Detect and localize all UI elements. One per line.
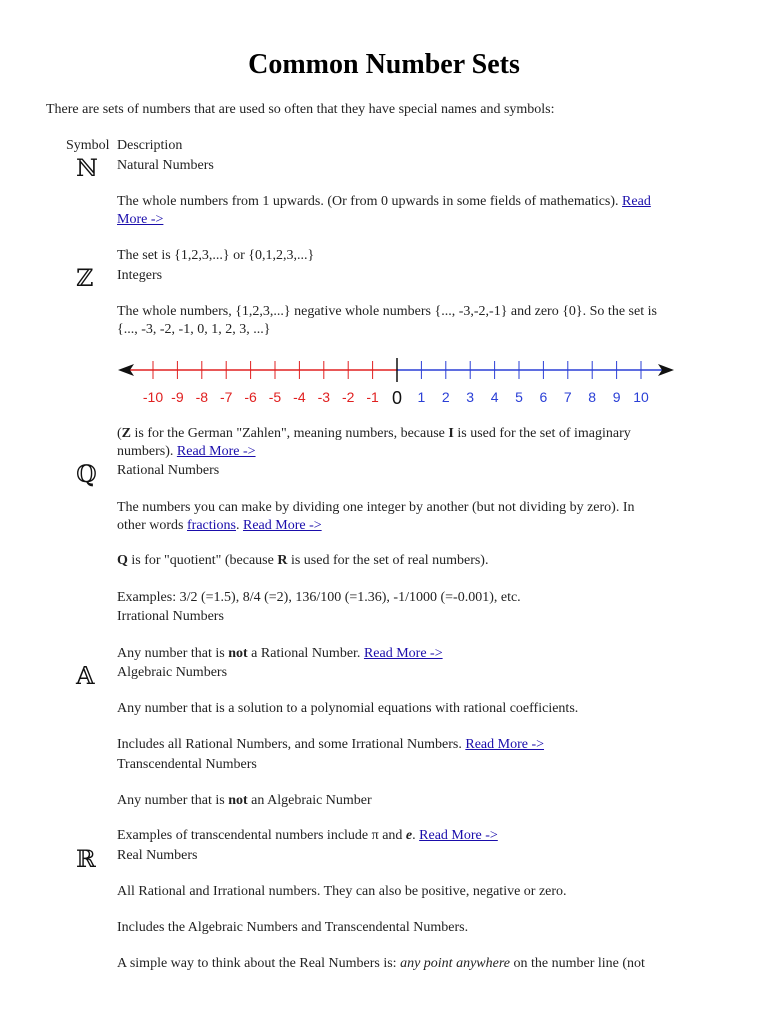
tick-label: -1 [366,389,379,405]
irrational-description: Any number that is not a Rational Number. Read More -> [117,646,443,661]
real-numbers-name: Real Numbers [117,848,198,863]
tick-label: -8 [195,389,209,405]
tick-label: 4 [490,389,499,405]
real-includes: Includes the Algebraic Numbers and Transcendental Numbers. [117,920,469,935]
tick-label: 6 [539,389,548,405]
integers-description-line-1: The whole numbers, {1,2,3,...} negative whole numbers {..., -3,-2,-1} and zero {0}. So the set is [117,304,657,319]
natural-read-more-link[interactable]: Read [622,194,651,209]
real-description: All Rational and Irrational numbers. They can also be positive, negative or zero. [117,884,567,899]
irrational-numbers-name: Irrational Numbers [117,609,224,624]
natural-read-more-link-continued[interactable]: More -> [117,212,164,227]
rational-description-line-1: The numbers you can make by dividing one integer by another (but not dividing by zero). In [117,500,635,515]
transcendental-description: Any number that is not an Algebraic Number [117,793,372,808]
transcendental-numbers-name: Transcendental Numbers [117,757,257,772]
rational-read-more-link[interactable]: Read More -> [242,518,322,533]
intro-text: There are sets of numbers that are used so often that they have special names and symbols: [46,102,555,117]
transcendental-examples: Examples of transcendental numbers include π and e. Read More -> [117,828,498,843]
rational-numbers-symbol: ℚ [76,460,97,488]
tick-label: -3 [317,389,331,405]
tick-label: 7 [563,389,572,405]
tick-label: -4 [293,389,306,405]
rational-examples: Examples: 3/2 (=1.5), 8/4 (=2), 136/100 (=1.36), -1/1000 (=-0.001), etc. [117,590,521,605]
rational-description-line-2: other words fractions. Read More -> [117,518,322,533]
irrational-read-more-link[interactable]: Read More -> [363,646,443,661]
page-title: Common Number Sets [248,49,520,80]
tick-label: -9 [171,389,184,405]
algebraic-description: Any number that is a solution to a polynomial equations with rational coefficients. [117,701,579,716]
algebraic-numbers-name: Algebraic Numbers [117,665,228,680]
number-line [110,348,680,412]
tick-label: 1 [417,389,426,405]
tick-label: -5 [268,389,282,405]
zero-label: 0 [391,388,403,408]
natural-numbers-symbol: ℕ [76,154,98,182]
symbol-header: Symbol [66,138,110,153]
integers-name: Integers [117,268,163,283]
tick-label: -10 [142,389,164,405]
tick-label: 9 [612,389,621,405]
algebraic-read-more-link[interactable]: Read More -> [465,737,545,752]
rational-q-note: Q is for "quotient" (because R is used for the set of real numbers). [117,553,489,568]
tick-label: -2 [341,389,355,405]
real-numbers-symbol: ℝ [76,845,96,873]
integers-symbol: ℤ [76,264,94,292]
integers-note: (Z is for the German "Zahlen", meaning numbers, because I is used for the set of imaginary [117,426,631,441]
integers-read-more-link[interactable]: Read More -> [176,444,256,459]
natural-numbers-set: The set is {1,2,3,...} or {0,1,2,3,...} [117,248,315,263]
tick-label: -6 [244,389,257,405]
tick-label: 10 [633,389,649,405]
real-simple-way: A simple way to think about the Real Numbers is: any point anywhere on the number line (not [117,956,645,971]
fractions-link[interactable]: fractions [187,518,236,533]
tick-label: 5 [515,389,523,405]
transcendental-read-more-link[interactable]: Read More -> [419,828,498,843]
algebraic-numbers-symbol: 𝔸 [76,662,95,690]
tick-label: -7 [219,389,233,405]
description-header: Description [117,138,183,153]
natural-numbers-description: The whole numbers from 1 upwards. (Or from 0 upwards in some fields of mathematics). Read [117,194,651,209]
tick-label: 3 [466,389,475,405]
rational-numbers-name: Rational Numbers [117,463,220,478]
natural-numbers-name: Natural Numbers [117,158,214,173]
integers-description-line-2: {..., -3, -2, -1, 0, 1, 2, 3, ...} [117,322,271,337]
integers-note-line-2: numbers). Read More -> [117,444,256,459]
tick-label: 2 [441,389,450,405]
algebraic-includes: Includes all Rational Numbers, and some Irrational Numbers. Read More -> [117,737,545,752]
tick-label: 8 [588,389,597,405]
